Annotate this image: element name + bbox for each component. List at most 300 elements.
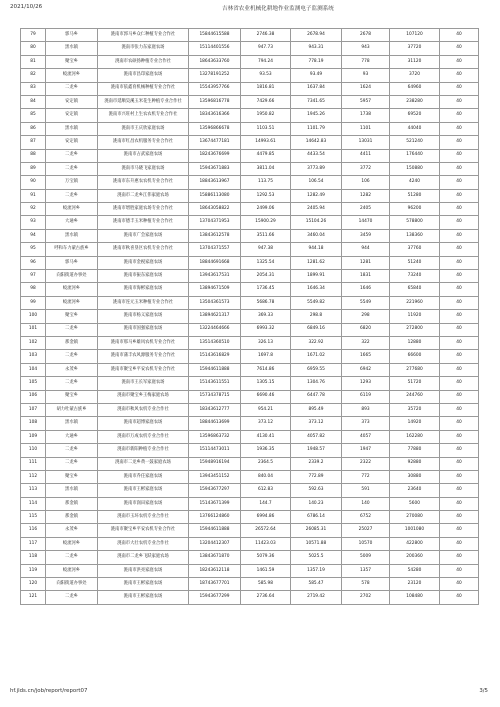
- area-b-cell: 15104.26: [291, 216, 342, 229]
- phone-cell: 18844691668: [189, 256, 241, 269]
- town-cell: 二龙乡: [46, 591, 98, 604]
- area-c-cell: 3459: [342, 229, 390, 242]
- area-a-cell: 93.53: [241, 69, 291, 82]
- phone-cell: 13278191252: [189, 69, 241, 82]
- area-c-cell: 1947: [342, 444, 390, 457]
- town-cell: 安定镇: [46, 109, 98, 122]
- area-b-cell: 2339.2: [291, 457, 342, 470]
- phone-cell: 13766124860: [189, 511, 241, 524]
- table-row: [21, 296, 479, 309]
- area-c-cell: 6752: [342, 511, 390, 524]
- area-c-cell: 14470: [342, 216, 390, 229]
- area-b-cell: 1646.34: [291, 283, 342, 296]
- row-index-cell: 112: [21, 470, 46, 483]
- entity-name-cell: 洮南市红昌农机服务专业合作社: [98, 136, 189, 149]
- rate-cell: 40: [440, 109, 479, 122]
- area-a-cell: 1950.82: [241, 109, 291, 122]
- town-cell: 那金镇: [46, 336, 98, 349]
- area-a-cell: 326.13: [241, 336, 291, 349]
- phone-cell: 18243612118: [189, 564, 241, 577]
- phone-cell: 15943677299: [189, 591, 241, 604]
- rate-cell: 40: [440, 564, 479, 577]
- entity-name-cell: 洮南市万成农机专业合作社: [98, 430, 189, 443]
- entity-name-cell: 洮南市依鑫育机械种植专业合作社: [98, 82, 189, 95]
- area-a-cell: 26572.64: [241, 524, 291, 537]
- table-row: [21, 95, 479, 108]
- entity-name-cell: 洮南市超博家庭农场: [98, 417, 189, 430]
- rate-cell: 40: [440, 430, 479, 443]
- phone-cell: 13674477181: [189, 136, 241, 149]
- area-c-cell: 5957: [342, 95, 390, 108]
- entity-name-cell: 洮南市新阳种植专业合作社: [98, 444, 189, 457]
- amount-cell: 51720: [390, 377, 440, 390]
- amount-cell: 23120: [390, 578, 440, 591]
- area-b-cell: 3773.89: [291, 162, 342, 175]
- area-b-cell: 585.47: [291, 578, 342, 591]
- rate-cell: 40: [440, 578, 479, 591]
- rate-cell: 40: [440, 29, 479, 42]
- rate-cell: 40: [440, 484, 479, 497]
- phone-cell: 15734378715: [189, 390, 241, 403]
- phone-cell: 15143611551: [189, 377, 241, 390]
- table-row: [21, 377, 479, 390]
- phone-cell: 13843612578: [189, 229, 241, 242]
- area-c-cell: 1281: [342, 256, 390, 269]
- table-row: [21, 390, 479, 403]
- area-b-cell: 298.8: [291, 310, 342, 323]
- entity-name-cell: 洮南市国强家庭农场: [98, 323, 189, 336]
- area-a-cell: 369.33: [241, 310, 291, 323]
- area-c-cell: 5549: [342, 296, 390, 309]
- rate-cell: 40: [440, 444, 479, 457]
- print-header: [0, 0, 500, 14]
- area-a-cell: 2746.38: [241, 29, 291, 42]
- entity-name-cell: 洮南市王彬家庭农场: [98, 484, 189, 497]
- phone-cell: 18343612777: [189, 403, 241, 416]
- rate-cell: 40: [440, 390, 479, 403]
- amount-cell: 150880: [390, 162, 440, 175]
- amount-cell: 277680: [390, 363, 440, 376]
- phone-cell: 18844613699: [189, 417, 241, 430]
- entity-name-cell: 洮南市兴旺村上生农农机专业合作社: [98, 109, 189, 122]
- amount-cell: 77880: [390, 444, 440, 457]
- row-index-cell: 91: [21, 189, 46, 202]
- phone-cell: 13943617531: [189, 270, 241, 283]
- phone-cell: 18643058822: [189, 203, 241, 216]
- area-a-cell: 585.98: [241, 578, 291, 591]
- area-a-cell: 1936.35: [241, 444, 291, 457]
- area-a-cell: 15900.29: [241, 216, 291, 229]
- amount-cell: 200360: [390, 551, 440, 564]
- table-row: [21, 323, 479, 336]
- rate-cell: 40: [440, 336, 479, 349]
- area-c-cell: 140: [342, 497, 390, 510]
- amount-cell: 92880: [390, 457, 440, 470]
- area-c-cell: 6820: [342, 323, 390, 336]
- phone-cell: 13704371953: [189, 216, 241, 229]
- area-b-cell: 6959.55: [291, 363, 342, 376]
- phone-cell: 15943677297: [189, 484, 241, 497]
- row-index-cell: 118: [21, 551, 46, 564]
- area-b-cell: 2405.94: [291, 203, 342, 216]
- table-row: [21, 216, 479, 229]
- amount-cell: 12880: [390, 336, 440, 349]
- area-b-cell: 1357.19: [291, 564, 342, 577]
- amount-cell: 54280: [390, 564, 440, 577]
- rate-cell: 40: [440, 537, 479, 550]
- table-row: [21, 189, 479, 202]
- rate-cell: 40: [440, 122, 479, 135]
- town-cell: 郭马乡: [46, 29, 98, 42]
- rate-cell: 40: [440, 82, 479, 95]
- area-b-cell: 4433.54: [291, 149, 342, 162]
- entity-name-cell: 洮南市大壮农机专业合作社: [98, 537, 189, 550]
- area-a-cell: 840.04: [241, 470, 291, 483]
- entity-name-cell: 洮南市昌印家庭农场: [98, 69, 189, 82]
- entity-name-cell: 洮南市王庆欣家庭农场: [98, 122, 189, 135]
- page-number: 3/5: [479, 688, 488, 694]
- area-b-cell: 592.63: [291, 484, 342, 497]
- entity-name-cell: 洮南市德丰玉米种植专业合作社: [98, 216, 189, 229]
- town-cell: 安定镇: [46, 136, 98, 149]
- row-index-cell: 96: [21, 256, 46, 269]
- area-b-cell: 2678.94: [291, 29, 342, 42]
- area-b-cell: 7341.65: [291, 95, 342, 108]
- town-cell: 聚宝乡: [46, 55, 98, 68]
- amount-cell: 138360: [390, 229, 440, 242]
- phone-cell: 18643633760: [189, 55, 241, 68]
- area-a-cell: 5079.36: [241, 551, 291, 564]
- amount-cell: 107120: [390, 29, 440, 42]
- table-row: [21, 243, 479, 256]
- area-a-cell: 1325.54: [241, 256, 291, 269]
- town-cell: 二龙乡: [46, 457, 98, 470]
- area-b-cell: 10571.88: [291, 537, 342, 550]
- area-b-cell: 1948.57: [291, 444, 342, 457]
- amount-cell: 51240: [390, 256, 440, 269]
- table-row: [21, 551, 479, 564]
- entity-name-cell: 洮南市金税家庭农场: [98, 256, 189, 269]
- row-index-cell: 83: [21, 82, 46, 95]
- area-c-cell: 1665: [342, 350, 390, 363]
- entity-name-cell: 洮南市杨义家庭农场: [98, 310, 189, 323]
- area-a-cell: 11423.03: [241, 537, 291, 550]
- area-b-cell: 1281.62: [291, 256, 342, 269]
- rate-cell: 40: [440, 591, 479, 604]
- town-cell: 二龙乡: [46, 162, 98, 175]
- table-row: [21, 270, 479, 283]
- area-b-cell: 93.49: [291, 69, 342, 82]
- rate-cell: 40: [440, 176, 479, 189]
- area-c-cell: 1624: [342, 82, 390, 95]
- entity-name-cell: 洮南市王长军家庭农场: [98, 377, 189, 390]
- area-b-cell: 4057.82: [291, 430, 342, 443]
- town-cell: 二龙乡: [46, 323, 98, 336]
- area-a-cell: 144.7: [241, 497, 291, 510]
- table-row: [21, 578, 479, 591]
- amount-cell: 270080: [390, 511, 440, 524]
- amount-cell: 5600: [390, 497, 440, 510]
- town-cell: 二龙乡: [46, 551, 98, 564]
- rate-cell: 40: [440, 256, 479, 269]
- phone-cell: 15143671399: [189, 497, 241, 510]
- table-row: [21, 564, 479, 577]
- row-index-cell: 84: [21, 95, 46, 108]
- area-c-cell: 2678: [342, 29, 390, 42]
- town-cell: 二龙乡: [46, 149, 98, 162]
- area-b-cell: 14642.83: [291, 136, 342, 149]
- rate-cell: 40: [440, 417, 479, 430]
- row-index-cell: 82: [21, 69, 46, 82]
- phone-cell: 15543957766: [189, 82, 241, 95]
- row-index-cell: 103: [21, 350, 46, 363]
- area-c-cell: 373: [342, 417, 390, 430]
- table-row: [21, 203, 479, 216]
- area-b-cell: 106.54: [291, 176, 342, 189]
- town-cell: 向阳街道办事处: [46, 578, 98, 591]
- area-c-cell: 13031: [342, 136, 390, 149]
- phone-cell: 15844615588: [189, 29, 241, 42]
- row-index-cell: 94: [21, 229, 46, 242]
- entity-name-cell: 洮南市二龙乡黄一鼓家庭农场: [98, 457, 189, 470]
- rate-cell: 40: [440, 203, 479, 216]
- town-cell: 黑水镇: [46, 122, 98, 135]
- row-index-cell: 105: [21, 377, 46, 390]
- phone-cell: 15143616829: [189, 350, 241, 363]
- entity-name-cell: 洮南市蒲丰农风源服务专业合作社: [98, 350, 189, 363]
- rate-cell: 40: [440, 216, 479, 229]
- row-index-cell: 92: [21, 203, 46, 216]
- town-cell: 黑水镇: [46, 484, 98, 497]
- area-a-cell: 2054.31: [241, 270, 291, 283]
- town-cell: 郭马乡: [46, 256, 98, 269]
- town-cell: 大通乡: [46, 216, 98, 229]
- area-c-cell: 778: [342, 55, 390, 68]
- town-cell: 蛟流河乡: [46, 564, 98, 577]
- phone-cell: 15114473011: [189, 444, 241, 457]
- town-cell: 二龙乡: [46, 350, 98, 363]
- amount-cell: 578800: [390, 216, 440, 229]
- area-a-cell: 1461.59: [241, 564, 291, 577]
- area-a-cell: 947.38: [241, 243, 291, 256]
- area-a-cell: 5686.78: [241, 296, 291, 309]
- page-url: hf.jlds.cn/job/report/report07: [10, 688, 88, 694]
- rate-cell: 40: [440, 524, 479, 537]
- area-c-cell: 1357: [342, 564, 390, 577]
- table-row: [21, 444, 479, 457]
- table-row: [21, 363, 479, 376]
- rate-cell: 40: [440, 229, 479, 242]
- row-index-cell: 89: [21, 162, 46, 175]
- area-b-cell: 2719.42: [291, 591, 342, 604]
- rate-cell: 40: [440, 457, 479, 470]
- table-row: [21, 149, 479, 162]
- table-row: [21, 283, 479, 296]
- rate-cell: 40: [440, 55, 479, 68]
- area-b-cell: 373.12: [291, 417, 342, 430]
- row-index-cell: 117: [21, 537, 46, 550]
- phone-cell: 13894671509: [189, 283, 241, 296]
- area-a-cell: 1292.53: [241, 189, 291, 202]
- table-row: [21, 417, 479, 430]
- town-cell: 黑水镇: [46, 417, 98, 430]
- entity-name-cell: 洮南市东升惠农农机专业合作社: [98, 176, 189, 189]
- area-c-cell: 1646: [342, 283, 390, 296]
- amount-cell: 35720: [390, 403, 440, 416]
- rate-cell: 40: [440, 497, 479, 510]
- rate-cell: 40: [440, 363, 479, 376]
- area-c-cell: 1738: [342, 109, 390, 122]
- area-b-cell: 778.19: [291, 55, 342, 68]
- area-c-cell: 10570: [342, 537, 390, 550]
- entity-name-cell: 洮南市延顺昊溪玉米花生种植专业合作社: [98, 95, 189, 108]
- area-b-cell: 1945.26: [291, 109, 342, 122]
- area-a-cell: 373.12: [241, 417, 291, 430]
- amount-cell: 221960: [390, 296, 440, 309]
- phone-cell: 15943671883: [189, 162, 241, 175]
- area-a-cell: 1816.81: [241, 82, 291, 95]
- area-b-cell: 772.89: [291, 470, 342, 483]
- area-b-cell: 1637.84: [291, 82, 342, 95]
- amount-cell: 37760: [390, 243, 440, 256]
- entity-name-cell: 洮南市振东家庭农场: [98, 270, 189, 283]
- area-b-cell: 6786.14: [291, 511, 342, 524]
- table-row: [21, 403, 479, 416]
- entity-name-cell: 洮南市润田家庭农场: [98, 497, 189, 510]
- row-index-cell: 87: [21, 136, 46, 149]
- area-b-cell: 3460.04: [291, 229, 342, 242]
- area-c-cell: 591: [342, 484, 390, 497]
- amount-cell: 244760: [390, 390, 440, 403]
- phone-cell: 15948916194: [189, 457, 241, 470]
- row-index-cell: 114: [21, 497, 46, 510]
- area-a-cell: 14993.61: [241, 136, 291, 149]
- phone-cell: 13843671870: [189, 551, 241, 564]
- entity-name-cell: 洮南市农硕扬种植专业合作社: [98, 55, 189, 68]
- phone-cell: 15944611888: [189, 363, 241, 376]
- area-a-cell: 2499.06: [241, 203, 291, 216]
- row-index-cell: 108: [21, 417, 46, 430]
- area-c-cell: 3772: [342, 162, 390, 175]
- town-cell: 聚宝乡: [46, 390, 98, 403]
- amount-cell: 11920: [390, 310, 440, 323]
- town-cell: 蛟流河乡: [46, 203, 98, 216]
- town-cell: 蛟流河乡: [46, 69, 98, 82]
- rate-cell: 40: [440, 283, 479, 296]
- row-index-cell: 104: [21, 363, 46, 376]
- row-index-cell: 110: [21, 444, 46, 457]
- row-index-cell: 107: [21, 403, 46, 416]
- phone-cell: 13514360510: [189, 336, 241, 349]
- town-cell: 胡力吐蒙古族乡: [46, 403, 98, 416]
- area-c-cell: 1282: [342, 189, 390, 202]
- row-index-cell: 86: [21, 122, 46, 135]
- area-a-cell: 3811.04: [241, 162, 291, 175]
- area-c-cell: 25027: [342, 524, 390, 537]
- entity-name-cell: 洮南市洪亮家庭农场: [98, 564, 189, 577]
- town-cell: 万宝镇: [46, 176, 98, 189]
- rate-cell: 40: [440, 551, 479, 564]
- area-b-cell: 5549.82: [291, 296, 342, 309]
- table-row: [21, 350, 479, 363]
- entity-name-cell: 洮南市聚宝乡平安农机专业合作社: [98, 363, 189, 376]
- area-c-cell: 1101: [342, 122, 390, 135]
- entity-name-cell: 洮南市那马乡雄风农机专业合作社: [98, 336, 189, 349]
- area-a-cell: 7429.66: [241, 95, 291, 108]
- area-c-cell: 772: [342, 470, 390, 483]
- amount-cell: 66600: [390, 350, 440, 363]
- amount-cell: 30880: [390, 470, 440, 483]
- table-row: [21, 484, 479, 497]
- report-title: 吉林省农业机械化耕地作业监测电子监测系统: [222, 6, 334, 12]
- report-rows: [21, 29, 479, 605]
- row-index-cell: 120: [21, 578, 46, 591]
- phone-cell: 13504361573: [189, 296, 241, 309]
- table-row: [21, 537, 479, 550]
- amount-cell: 51280: [390, 189, 440, 202]
- amount-cell: 422800: [390, 537, 440, 550]
- town-cell: 蛟流河乡: [46, 283, 98, 296]
- amount-cell: 31120: [390, 55, 440, 68]
- area-a-cell: 612.83: [241, 484, 291, 497]
- rate-cell: 40: [440, 95, 479, 108]
- area-c-cell: 578: [342, 578, 390, 591]
- town-cell: 安定镇: [46, 95, 98, 108]
- entity-name-cell: 洮南市海彬家庭农场: [98, 283, 189, 296]
- area-c-cell: 93: [342, 69, 390, 82]
- amount-cell: 176440: [390, 149, 440, 162]
- area-b-cell: 26085.31: [291, 524, 342, 537]
- table-row: [21, 176, 479, 189]
- area-a-cell: 1736.45: [241, 283, 291, 296]
- entity-name-cell: 洮南市占武家庭农场: [98, 149, 189, 162]
- table-row: [21, 470, 479, 483]
- town-cell: 那金镇: [46, 497, 98, 510]
- row-index-cell: 111: [21, 457, 46, 470]
- town-cell: 那金镇: [46, 511, 98, 524]
- area-c-cell: 944: [342, 243, 390, 256]
- town-cell: 聚宝乡: [46, 310, 98, 323]
- amount-cell: 37720: [390, 42, 440, 55]
- table-row: [21, 162, 479, 175]
- rate-cell: 40: [440, 511, 479, 524]
- area-b-cell: 1899.91: [291, 270, 342, 283]
- report-table: [20, 28, 479, 605]
- area-b-cell: 6447.78: [291, 390, 342, 403]
- entity-name-cell: 洮南市聚宝乡王梅家庭农场: [98, 390, 189, 403]
- row-index-cell: 109: [21, 430, 46, 443]
- area-a-cell: 1103.51: [241, 122, 291, 135]
- row-index-cell: 80: [21, 42, 46, 55]
- table-row: [21, 69, 479, 82]
- area-a-cell: 2364.5: [241, 457, 291, 470]
- phone-cell: 18743677701: [189, 578, 241, 591]
- entity-name-cell: 洮南市乔任家庭农场: [98, 470, 189, 483]
- phone-cell: 13596863732: [189, 430, 241, 443]
- entity-name-cell: 洮南市王彬家庭农场: [98, 578, 189, 591]
- area-c-cell: 2322: [342, 457, 390, 470]
- rate-cell: 40: [440, 310, 479, 323]
- amount-cell: 3720: [390, 69, 440, 82]
- area-a-cell: 794.24: [241, 55, 291, 68]
- row-index-cell: 97: [21, 270, 46, 283]
- area-a-cell: 6993.32: [241, 323, 291, 336]
- area-c-cell: 943: [342, 42, 390, 55]
- row-index-cell: 79: [21, 29, 46, 42]
- row-index-cell: 95: [21, 243, 46, 256]
- amount-cell: 44040: [390, 122, 440, 135]
- town-cell: 黑水镇: [46, 42, 98, 55]
